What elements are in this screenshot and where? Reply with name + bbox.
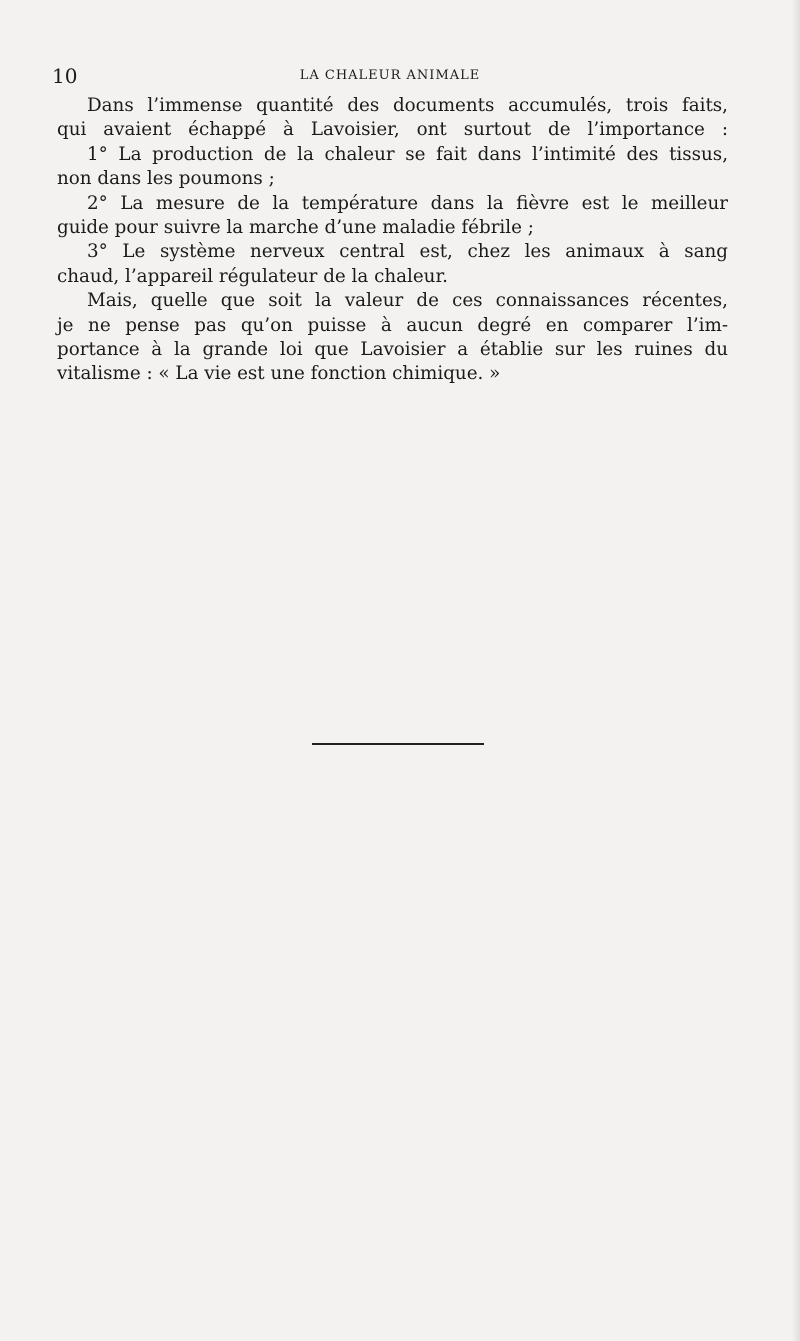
text-line: 3° Le système nerveux central est, chez les animaux à sang bbox=[87, 241, 728, 263]
text-line: je ne pense pas qu’on puisse à aucun degré en comparer l’im- bbox=[57, 314, 728, 336]
page-edge-shadow bbox=[792, 0, 800, 1341]
page-number: 10 bbox=[52, 64, 78, 88]
text-line: guide pour suivre la marche d’une maladie fébrile ; bbox=[57, 217, 534, 239]
text-line: portance à la grande loi que Lavoisier a établie sur les ruines du bbox=[57, 339, 728, 361]
text-line: non dans les poumons ; bbox=[57, 168, 275, 190]
text-line: qui avaient échappé à Lavoisier, ont surtout de l’importance : bbox=[57, 119, 728, 141]
section-divider bbox=[312, 743, 484, 745]
text-line: 2° La mesure de la température dans la fièvre est le meilleur bbox=[87, 192, 728, 214]
page-header bbox=[52, 64, 728, 88]
text-line: vitalisme : « La vie est une fonction chimique. » bbox=[57, 363, 501, 385]
running-title: LA CHALEUR ANIMALE bbox=[299, 68, 481, 83]
text-line: Mais, quelle que soit la valeur de ces connaissances récentes, bbox=[87, 290, 728, 312]
main-text bbox=[57, 94, 728, 387]
text-line: chaud, l’appareil régulateur de la chaleur. bbox=[57, 265, 448, 287]
text-line: 1° La production de la chaleur se fait dans l’intimité des tissus, bbox=[87, 143, 728, 165]
text-line: Dans l’immense quantité des documents accumulés, trois faits, bbox=[87, 95, 728, 116]
